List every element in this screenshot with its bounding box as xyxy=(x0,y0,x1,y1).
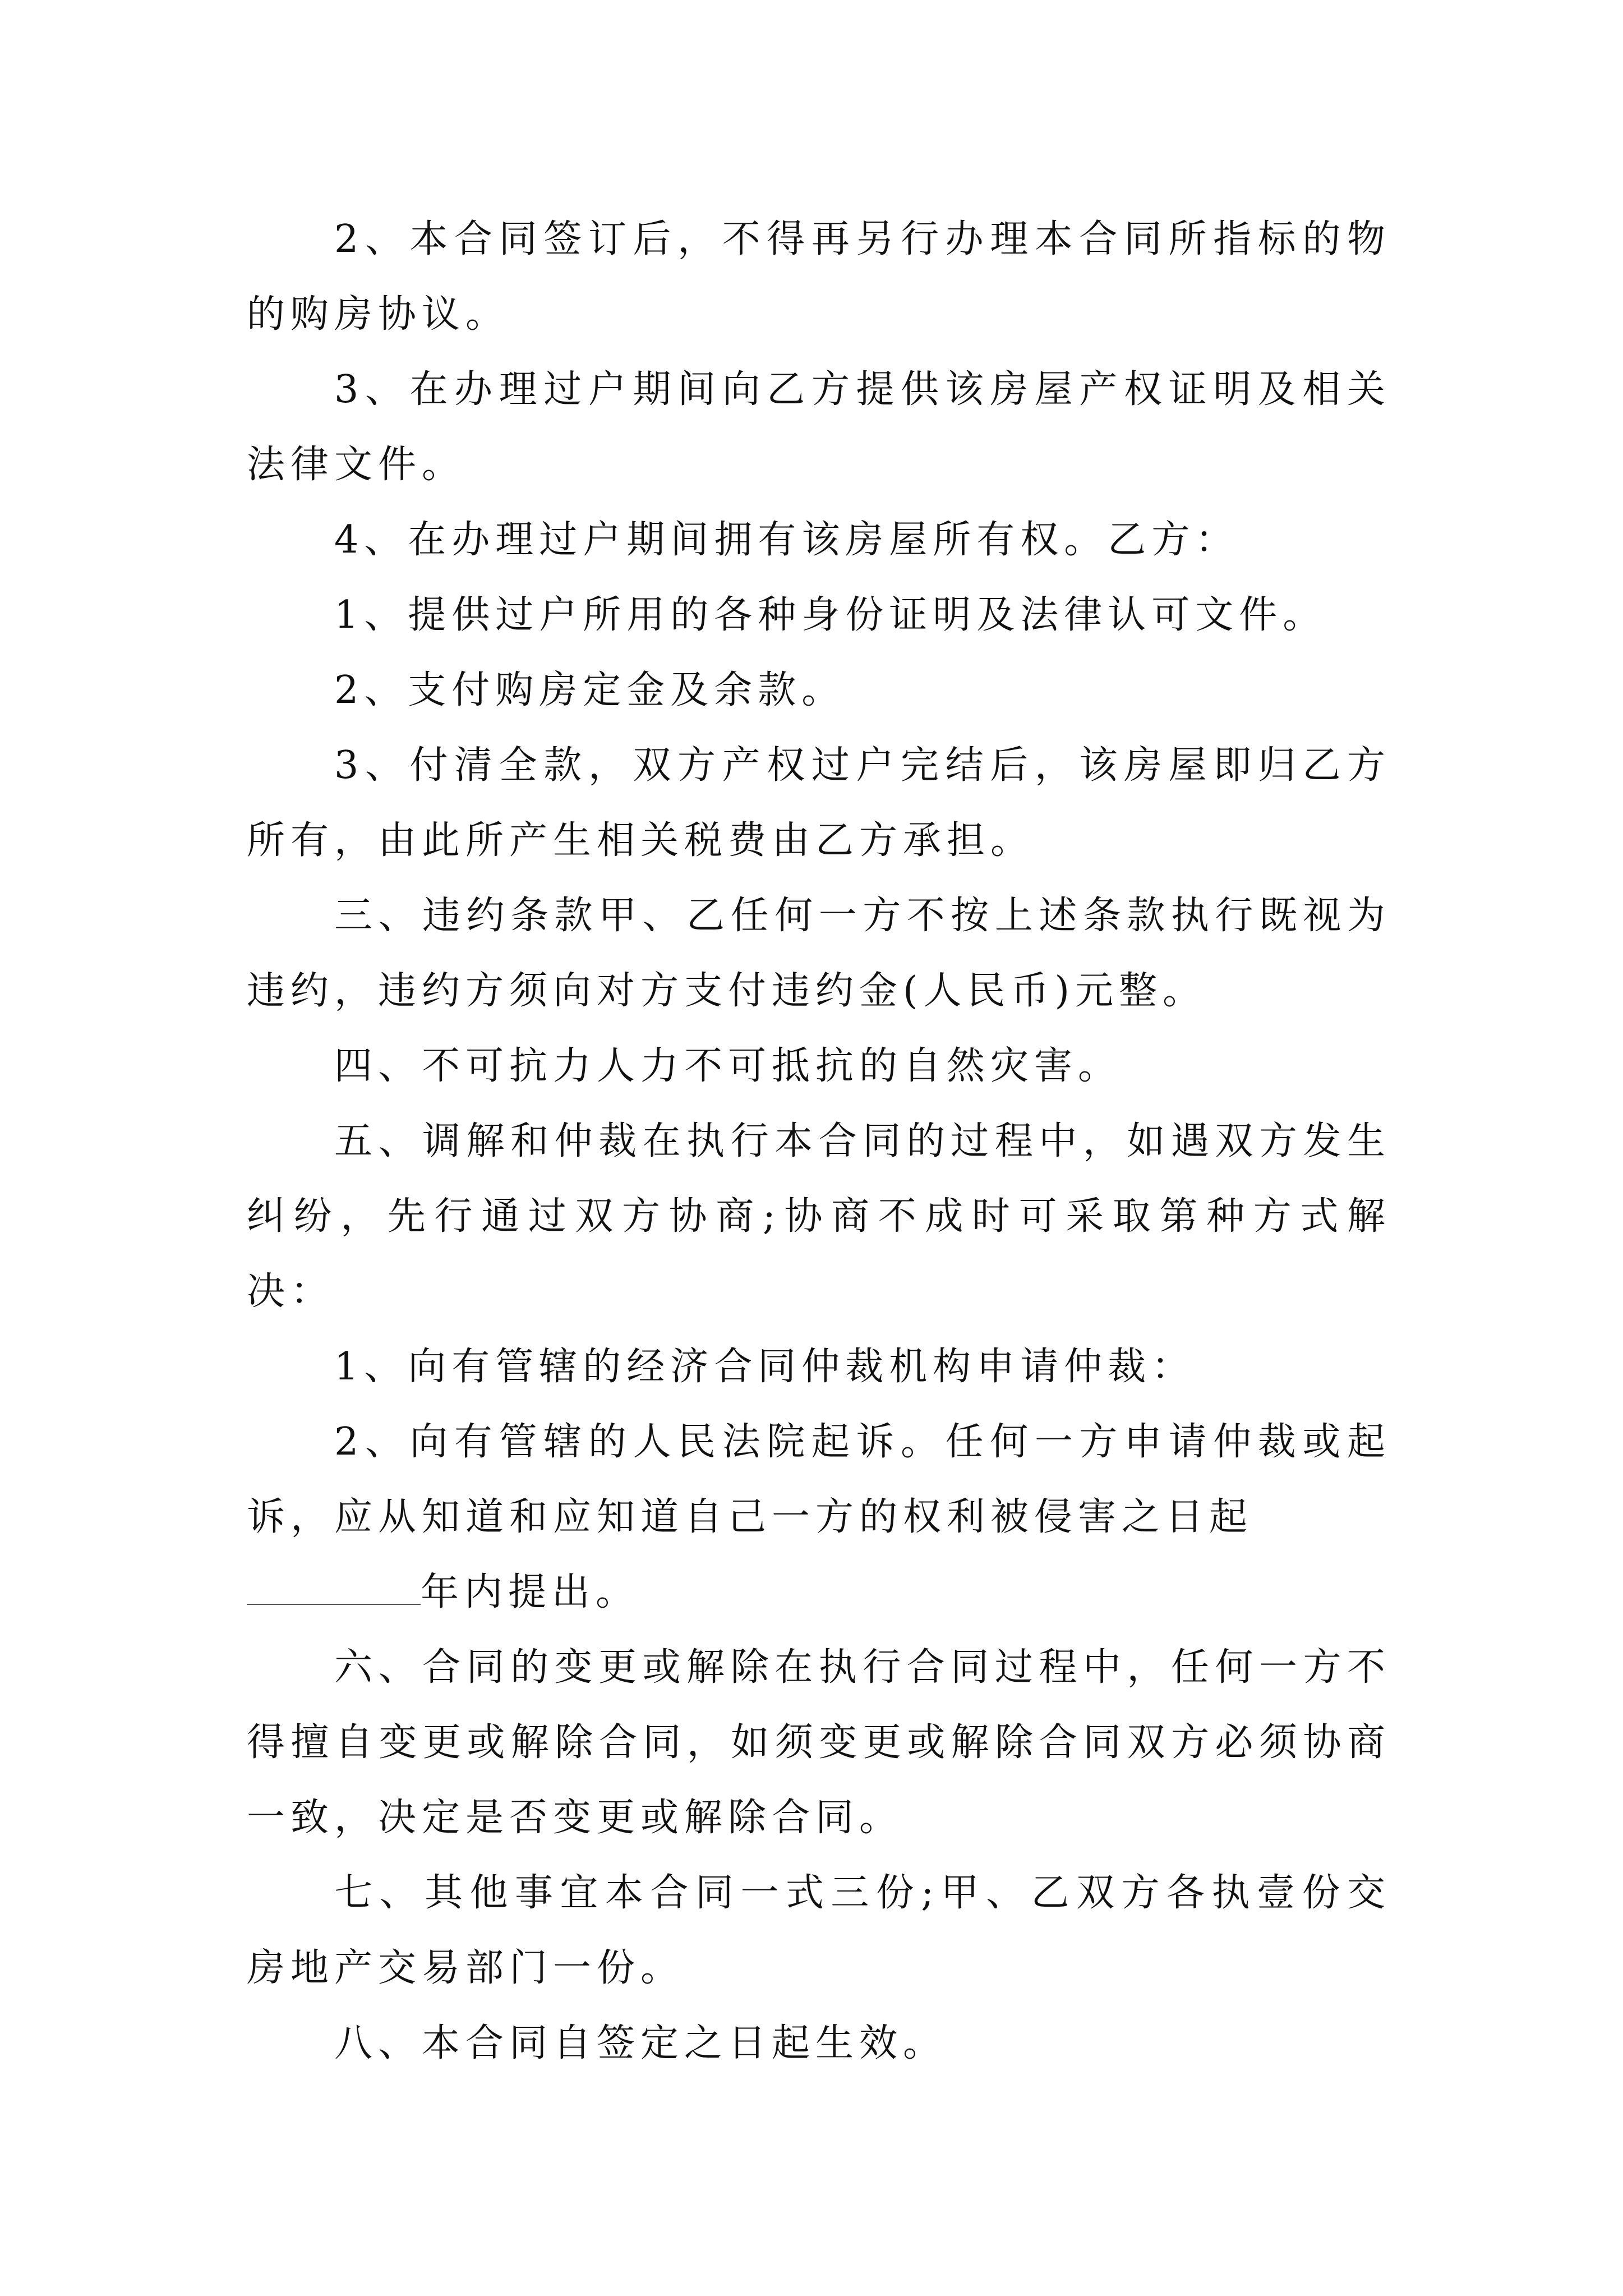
paragraph-seller-provide-documents: 3、在办理过户期间向乙方提供该房屋产权证明及相关法律文件。 xyxy=(247,367,1391,487)
paragraph-buyer-pay-deposit: 2、支付购房定金及余款。 xyxy=(334,668,846,712)
paragraph-arbitration-option: 1、向有管辖的经济合同仲裁机构申请仲裁： xyxy=(334,1345,1196,1389)
contract-body xyxy=(247,202,1391,2081)
paragraph-filing-deadline xyxy=(247,1555,1391,1630)
paragraph-effective-date: 八、本合同自签定之日起生效。 xyxy=(334,2021,947,2065)
paragraph-seller-ownership: 4、在办理过户期间拥有该房屋所有权。乙方： xyxy=(334,518,1239,562)
paragraph-litigation-option: 2、向有管辖的人民法院起诉。任何一方申请仲裁或起诉，应从知道和应知道自己一方的权利被侵害之日起 xyxy=(247,1420,1391,1539)
paragraph-buyer-full-payment: 3、付清全款，双方产权过户完结后，该房屋即归乙方所有，由此所产生相关税费由乙方承担。 xyxy=(247,743,1391,863)
paragraph-breach-clause: 三、违约条款甲、乙任何一方不按上述条款执行既视为违约，违约方须向对方支付违约金(人民币)元整。 xyxy=(247,894,1391,1013)
paragraph-mediation-arbitration: 五、调解和仲裁在执行本合同的过程中，如遇双方发生纠纷，先行通过双方协商;协商不成时可采取第种方式解决： xyxy=(247,1119,1391,1314)
paragraph-force-majeure: 四、不可抗力人力不可抵抗的自然灾害。 xyxy=(334,1044,1122,1088)
paragraph-other-matters: 七、其他事宜本合同一式三份;甲、乙双方各执壹份交房地产交易部门一份。 xyxy=(247,1871,1391,1990)
paragraph-amendment-termination: 六、合同的变更或解除在执行合同过程中，任何一方不得擅自变更或解除合同，如须变更或解除合同双方必须协商一致，决定是否变更或解除合同。 xyxy=(247,1645,1391,1840)
paragraph-buyer-provide-id: 1、提供过户所用的各种身份证明及法律认可文件。 xyxy=(334,593,1327,637)
paragraph-seller-no-other-agreement: 2、本合同签订后，不得再另行办理本合同所指标的物的购房协议。 xyxy=(247,217,1391,337)
filing-deadline-text: 年内提出。 xyxy=(421,1570,640,1614)
fill-in-blank-line xyxy=(247,1573,421,1605)
